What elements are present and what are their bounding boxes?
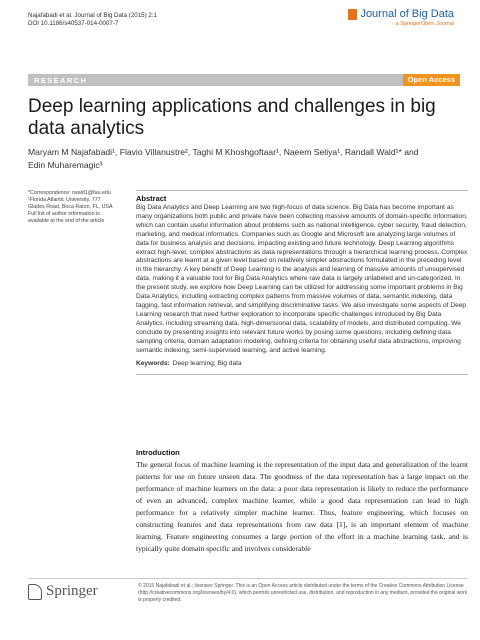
- journal-subtitle: a SpringerOpen Journal: [395, 21, 454, 27]
- keywords-label: Keywords:: [136, 360, 170, 368]
- introduction-text: The general focus of machine learning is the representation of the input data and generalization of the learnt patterns for use on future unseen data. The goodness of the data representation has a large impact on the performance of machine learners on the data: a poor data representation is likely to reduce the performance of even an advanced, complex machine learner, while a good data representation can lead to high performance for a relatively simpler machine learner. Thus, feature engineering, which focuses on constructing features and data representations from raw data [1], is an important element of machine learning. Feature engineering consumes a large portion of the effort in a machine learning task, and is typically quite domain specific and involves considerable: [136, 460, 468, 553]
- journal-branding: [348, 8, 454, 27]
- journal-logo-icon: [348, 9, 357, 20]
- license-text: © 2015 Najafabadi et al.; licensee Springer. This is an Open Access article distributed under the terms of the Creative Commons Attribution License (http://creativecommons.org/licenses/by/4.0), which permits unrestricted use, distribution, and reproduction in any medium, provided the original work is properly credited.: [138, 583, 468, 603]
- page-footer: [28, 578, 468, 604]
- correspondence-email: *Correspondence: rwald1@fau.edu: [28, 190, 111, 196]
- doi-line: DOI 10.1186/s40537-014-0007-7: [28, 20, 119, 27]
- citation-header: [28, 12, 157, 28]
- citation-line: Najafabadi et al. Journal of Big Data (2015) 2:1: [28, 12, 157, 19]
- abstract-text: Big Data Analytics and Deep Learning are two high-focus of data science. Big Data has become important as many organizations both public and private have been collecting massive amounts of domain-specific information, which can contain useful information about problems such as national intelligence, cyber security, fraud detection, marketing, and medical informatics. Companies such as Google and Microsoft are analyzing large volumes of data for business analysis and decisions, impacting existing and future technology. Deep Learning algorithms extract high-level, complex abstractions as data representations through a hierarchical learning process. Complex abstractions are learnt at a given level based on relatively simpler abstractions formulated in the preceding level in the hierarchy. A key benefit of Deep Learning is the analysis and learning of massive amounts of unsupervised data, making it a valuable tool for Big Data Analytics where raw data is largely unlabeled and un-categorized. In the present study, we explore how Deep Learning can be utilized for addressing some important problems in Big Data Analytics, including extracting complex patterns from massive volumes of data, semantic indexing, data tagging, fast information retrieval, and simplifying discriminative tasks. We also investigate some aspects of Deep Learning research that need further exploration to incorporate specific challenges introduced by Big Data Analytics, including streaming data, high-dimensional data, scalability of models, and distributed computing. We conclude by presenting insights into relevant future works by posing some questions, including defining data sampling criteria, domain adaptation modeling, defining criteria for obtaining useful data abstractions, improving semantic indexing, semi-supervised learning, and active learning.: [136, 204, 468, 354]
- introduction-heading: Introduction: [136, 448, 180, 457]
- publisher-logo: [28, 583, 138, 600]
- journal-title: [348, 8, 454, 20]
- springer-horse-icon: [28, 584, 42, 600]
- publisher-name: Springer: [46, 583, 98, 599]
- keywords-value: Deep learning; Big data: [172, 360, 242, 368]
- introduction-section: [136, 448, 468, 555]
- abstract-section: [136, 190, 468, 375]
- article-title: Deep learning applications and challenges in big data analytics: [28, 96, 436, 139]
- author-list: Maryam M Najafabadi¹, Flavio Villanustre², Taghi M Khoshgoftaar¹, Naeem Seliya¹, Randall Wald¹* and Edin Muharemagic³: [28, 147, 419, 170]
- affiliation: ¹Florida Atlantic University, 777 Glades Road, Boca Raton, FL, USA: [28, 197, 113, 210]
- abstract-divider: [136, 374, 468, 375]
- correspondence-sidebar: [28, 190, 114, 225]
- abstract-heading: Abstract: [136, 194, 167, 203]
- journal-name-text: Journal of Big Data: [360, 8, 454, 20]
- keywords: [136, 360, 468, 367]
- article-type-label: RESEARCH: [34, 75, 88, 85]
- article-type-band: [28, 74, 460, 86]
- author-info-note: Full list of author information is available at the end of the article: [28, 211, 105, 224]
- open-access-badge: Open Access: [403, 74, 460, 86]
